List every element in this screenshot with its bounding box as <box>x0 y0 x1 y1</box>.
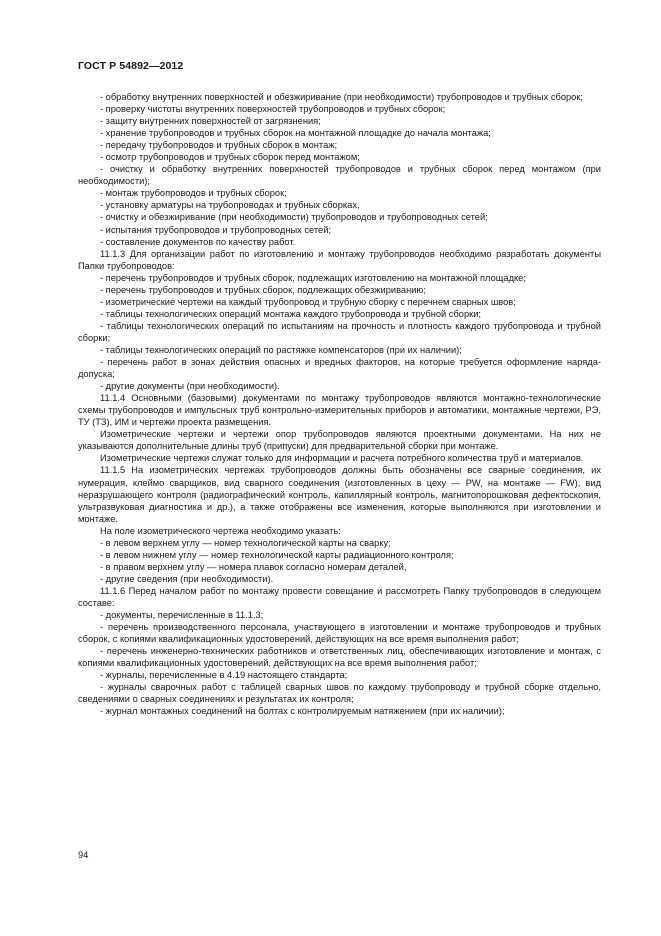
paragraph: - в левом верхнем углу — номер технологической карты на сварку; <box>100 537 391 548</box>
paragraph: 11.1.3 Для организации работ по изготовлению и монтажу трубопроводов необходимо разработать документы Папки трубопроводов: <box>78 248 601 271</box>
paragraph: - таблицы технологических операций по растяжке компенсаторов (при их наличии); <box>100 344 462 355</box>
paragraph: - установку арматуры на трубопроводах и трубных сборках, <box>100 200 360 211</box>
paragraph: - перечень трубопроводов и трубных сборок, подлежащих изготовлению на монтажной площадке; <box>100 272 526 283</box>
paragraph: - испытания трубопроводов и трубопроводных сетей; <box>100 224 331 235</box>
paragraph: - перечень трубопроводов и трубных сборок, подлежащих обезжириванию; <box>100 284 426 295</box>
paragraph: - монтаж трубопроводов и трубных сборок; <box>100 188 287 199</box>
paragraph: - осмотр трубопроводов и трубных сборок перед монтажом; <box>100 152 360 163</box>
paragraph: - перечень работ в зонах действия опасных и вредных факторов, на которые требуется оформление наряда-допуска; <box>78 357 601 380</box>
paragraph: - проверку чистоты внутренних поверхностей трубопроводов и трубных сборок; <box>100 104 446 115</box>
paragraph: - другие документы (при необходимости). <box>100 381 280 392</box>
page-number: 94 <box>78 850 89 860</box>
paragraph: - очистку и обезжиривание (при необходимости) трубопроводов и трубопроводных сетей; <box>100 212 488 223</box>
paragraph: - перечень инженерно-технических работников и ответственных лиц, обеспечивающих изготовление и монтаж, с копиями квалификационных удостоверений, действующих на все время выполнения работ; <box>78 646 601 669</box>
paragraph: - передачу трубопроводов и трубных сборок в монтаж; <box>100 140 338 151</box>
paragraph: 11.1.6 Перед началом работ по монтажу провести совещание и рассмотреть Папку трубопроводов в следующем составе: <box>78 585 601 608</box>
paragraph: - составление документов по качеству работ. <box>100 236 296 247</box>
paragraph: Изометрические чертежи служат только для информации и расчета потребного количества труб и материалов. <box>100 453 584 464</box>
paragraph: - таблицы технологических операций по испытаниям на прочность и плотность каждого трубопровода и трубной сборки; <box>78 320 601 343</box>
document-body <box>78 91 601 717</box>
paragraph: - изометрические чертежи на каждый трубопровод и трубную сборку с перечнем сварных швов; <box>100 296 516 307</box>
paragraph: - защиту внутренних поверхностей от загрязнения; <box>100 116 321 127</box>
paragraph: 11.1.4 Основными (базовыми) документами по монтажу трубопроводов являются монтажно-технологические схемы трубопроводов и импульсных труб контрольно-измерительных приборов и автоматики, монтажные чертежи, РЭ, ТУ (ТЗ), ИМ и чертежи проекта размещения. <box>78 393 601 428</box>
paragraph: - документы, перечисленные в 11.1.3; <box>100 610 264 621</box>
paragraph: - обработку внутренних поверхностей и обезжиривание (при необходимости) трубопроводов и трубных сборок; <box>100 92 583 102</box>
paragraph: Изометрические чертежи и чертежи опор трубопроводов являются проектными документами. На них не указываются дополнительные длины труб (припуски) для предварительной сборки при монтаже. <box>78 429 601 452</box>
paragraph: - журналы сварочных работ с таблицей сварных швов по каждому трубопроводу и трубной сборке отдельно, сведениями о сварных соединениях и результатах их контроля; <box>78 682 601 705</box>
paragraph: - в правом верхнем углу — номера плавок согласно номерам деталей, <box>100 561 407 572</box>
paragraph: - очистку и обработку внутренних поверхностей трубопроводов и трубных сборок перед монтажом (при необходимости); <box>78 164 601 187</box>
document-header: ГОСТ Р 54892—2012 <box>78 60 184 72</box>
paragraph: - другие сведения (при необходимости). <box>100 573 274 584</box>
paragraph: - таблицы технологических операций монтажа каждого трубопровода и трубной сборки; <box>100 308 481 319</box>
paragraph: - журнал монтажных соединений на болтах с контролируемым натяжением (при их наличии); <box>100 706 505 717</box>
paragraph: 11.1.5 На изометрических чертежах трубопроводов должны быть обозначены все сварные соединения, их нумерация, клеймо сварщиков, вид сварного соединения (изготовленных в цеху — PW, на монтаже — FW), вид неразрушающего контроля (радиографический контроль, капиллярный контроль, магнитопорошковая дефектоскопия, ультразвуковая диагностика и др.), а также отображены все изменения, которые выполняются при изготовлении и монтаже. <box>78 465 601 524</box>
paragraph: - журналы, перечисленные в 4.19 настоящего стандарта; <box>100 670 348 681</box>
paragraph: - в левом нижнем углу — номер технологической карты радиационного контроля; <box>100 549 454 560</box>
paragraph: - хранение трубопроводов и трубных сборок на монтажной площадке до начала монтажа; <box>100 128 491 139</box>
paragraph: - перечень производственного персонала, участвующего в изготовлении и монтаже трубопроводов и трубных сборок, с копиями квалификационных удостоверений, действующих на все время выполнения работ; <box>78 622 601 645</box>
paragraph: На поле изометрического чертежа необходимо указать: <box>100 525 341 536</box>
